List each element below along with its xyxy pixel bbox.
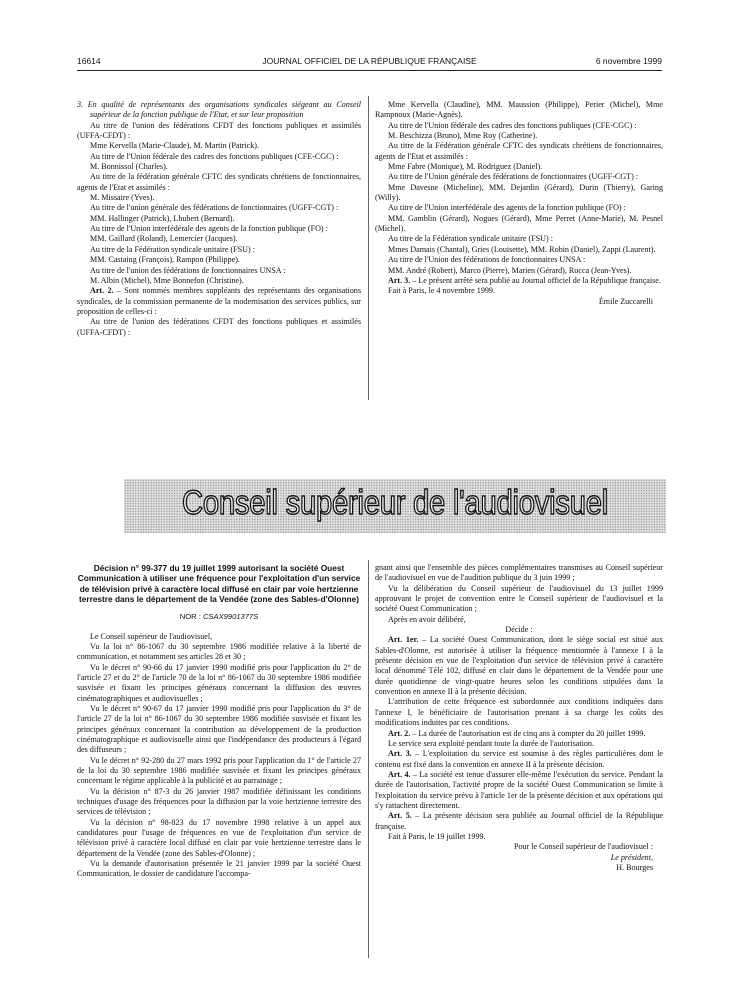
- paragraph: Au titre de l'union des fédérations CFDT des fonctions publiques et assimilés (UFFA-CFDT) :: [77, 317, 361, 337]
- article-label: Art. 1er.: [388, 635, 419, 645]
- article-label: Art. 4.: [388, 769, 411, 779]
- paragraph: Après en avoir délibéré,: [388, 614, 466, 624]
- article-text: – Sont nommés membres suppléants des représentants des organisations syndicales, de la commission permanente de la modernisation des services publics, sur proposition de celles-ci :: [77, 286, 362, 316]
- paragraph: M. Missaire (Yves).: [90, 193, 155, 203]
- paragraph: Fait à Paris, le 4 novembre 1999.: [388, 286, 495, 296]
- paragraph: M. Bonnissol (Charles).: [90, 162, 168, 172]
- paragraph: Vu le décret n° 92-280 du 27 mars 1992 pris pour l'application du 1° de l'article 27 de la loi du 30 septembre 1986 modifiée susvisée et fixant les principes généraux concernant le régime applicable à la publicité et au parrainage ;: [77, 755, 361, 786]
- page-header: [77, 56, 662, 70]
- paragraph: MM. Gaillard (Roland), Lemercier (Jacques).: [90, 234, 238, 244]
- signature: Pour le Conseil supérieur de l'audiovisuel :: [513, 842, 653, 852]
- column-divider-top: [368, 96, 369, 400]
- section-banner: [124, 479, 666, 533]
- banner-title: Conseil supérieur de l'audiovisuel: [182, 484, 608, 522]
- paragraph: Le service sera exploité pendant toute la durée de l'autorisation.: [388, 738, 594, 748]
- paragraph: M. Beschizza (Bruno), Mme Roy (Catherine).: [388, 131, 538, 141]
- paragraph: Au titre de la Fédération syndicale unitaire (FSU) :: [388, 234, 553, 244]
- paragraph: Au titre de l'union des fédérations de fonctionnaires UNSA :: [90, 265, 286, 275]
- article-paragraph: [375, 729, 663, 739]
- paragraph: Vu le décret n° 90-67 du 17 janvier 1990 modifié pris pour l'application du 3° de l'article 27 de la loi n° 86-1067 du 30 septembre 1986 modifiée susvisée et fixant les principes généraux concernant la contribution au développement de la production cinématographique et audiovisuelle ainsi que l'indépendance des producteurs à l'égard des diffuseurs ;: [77, 703, 361, 755]
- paragraph: Au titre de l'Union interfédérale des agents de la fonction publique (FO) :: [90, 224, 328, 234]
- article-label: Art. 5.: [388, 811, 412, 821]
- nor-code: CSAX9901377S: [202, 612, 259, 622]
- paragraph: Au titre de la Fédération générale CFTC des syndicats chrétiens de fonctionnaires, agents de l'Etat et assimilés :: [375, 141, 663, 161]
- article-paragraph: [375, 276, 663, 286]
- journal-title: JOURNAL OFFICIEL DE LA RÉPUBLIQUE FRANÇAISE: [262, 56, 477, 66]
- paragraph: MM. Hallinger (Patrick), Lhubert (Bernard).: [90, 213, 235, 223]
- signature-title: Le président,: [610, 852, 653, 862]
- article-paragraph: [375, 749, 663, 770]
- article-text: – La durée de l'autorisation est de cinq ans à compter du 20 juillet 1999.: [410, 728, 646, 738]
- paragraph: Au titre de l'Union fédérale des cadres des fonctions publiques (CFE-CGC) :: [90, 151, 339, 161]
- paragraph: Le Conseil supérieur de l'audiovisuel,: [90, 631, 213, 641]
- paragraph: Au titre de l'union des fédérations CFDT des fonctions publiques et assimilés (UFFA-CFDT) :: [77, 120, 361, 141]
- section-heading: 3. En qualité de représentants des organisations syndicales siégeant au Conseil supérieur de la fonction publique de l'Etat, et sur leur proposition: [77, 100, 361, 120]
- paragraph: L'attribution de cette fréquence est subordonnée aux conditions indiquées dans l'annexe I, le bénéficiaire de l'autorisation prenant à sa charge les coûts des modifications induites par ces conditions.: [375, 697, 663, 728]
- column-divider-bottom: [368, 560, 369, 958]
- paragraph: Vu la délibération du Conseil supérieur de l'audiovisuel du 13 juillet 1999 approuvant le projet de convention entre le Conseil supérieur de l'audiovisuel et la société Ouest Communication ;: [375, 583, 663, 614]
- paragraph: Au titre de l'union générale des fédérations de fonctionnaires (UGFF-CGT) :: [90, 203, 339, 213]
- page-number: 16614: [77, 56, 101, 66]
- paragraph: Au titre de l'Union générale des fédérations de fonctionnaires (UGFF-CGT) :: [388, 172, 639, 182]
- nor-label: NOR :: [179, 612, 203, 622]
- top-left-column: [77, 100, 361, 338]
- bottom-left-column: [77, 563, 361, 880]
- header-rule: [77, 70, 662, 71]
- paragraph: Mme Davesne (Micheline), MM. Dejardin (Gérard), Durin (Thierry), Garing (Willy).: [375, 182, 663, 203]
- article-label: Art. 3.: [388, 749, 412, 759]
- article-text: – Le présent arrêté sera publié au Journal officiel de la République française.: [410, 275, 661, 285]
- paragraph: Mme Fabre (Monique), M. Rodriguez (Daniel).: [388, 162, 543, 172]
- top-right-column: [375, 100, 663, 307]
- paragraph: MM. Gamblin (Gérard), Nogues (Gérard), Mme Perret (Anne-Marie), M. Pesnel (Michel).: [375, 213, 663, 234]
- paragraph: Au titre de l'Union fédérale des cadres des fonctions publiques (CFE-CGC) :: [388, 120, 637, 130]
- paragraph: Mme Kervella (Claudine), MM. Maussion (Philippe), Perier (Michel), Mme Rampnoux (Marie-Agnès).: [375, 100, 663, 120]
- article-text: – La société Ouest Communication, dont le siège social est situé aux Sables-d'Olonne, est autorisée à utiliser la fréquence mentionnée à l'annexe I à la présente décision en vue de l'exploitation d'un service de télévision privé à caractère local dénommé Télé 102, diffusé en clair dans le département de la Vendée pour une durée quotidienne de vingt-quatre heures selon les conditions stipulées dans la convention en annexe II à la présente décision.: [375, 635, 663, 697]
- paragraph: M. Albin (Michel), Mme Bonnefon (Christine).: [90, 275, 244, 285]
- article-text: – La présente décision sera publiée au Journal officiel de la République française.: [375, 811, 664, 831]
- article-paragraph: [375, 770, 663, 811]
- decide-heading: Décide :: [505, 625, 533, 635]
- paragraph: Vu la décision n° 87-3 du 26 janvier 1987 modifiée définissant les conditions techniques d'usage des fréquences pour la diffusion par la voie hertzienne terrestre des services de télévision ;: [77, 786, 361, 817]
- article-paragraph: [77, 286, 361, 317]
- article-paragraph: [375, 811, 663, 832]
- paragraph: gnant ainsi que l'ensemble des pièces complémentaires transmises au Conseil supérieur de l'audiovisuel en vue de l'audition publique du 3 juin 1999 ;: [375, 563, 663, 583]
- decision-body-left: [77, 632, 361, 880]
- signature: Émile Zuccarelli: [598, 296, 653, 306]
- paragraph: Vu la demande d'autorisation présentée le 21 janvier 1999 par la société Ouest Communication, le dossier de candidature l'accompa-: [77, 859, 361, 879]
- paragraph: Vu la décision n° 98-823 du 17 novembre 1998 relative à un appel aux candidatures pour l'usage de fréquences en vue de l'exploitation d'un service de télévision privé à caractère local diffusé en clair par voie hertzienne terrestre dans le département de la Vendée (zone des Sables-d'Olonne) ;: [77, 817, 361, 858]
- bottom-right-column: [375, 563, 663, 873]
- decision-title: Décision n° 99-377 du 19 juillet 1999 autorisant la société Ouest Communication à utiliser une fréquence pour l'exploitation d'un service de télévision privé à caractère local diffusé en clair par voie hertzienne terrestre dans le département de la Vendée (zone des Sables-d'Olonne): [77, 563, 361, 604]
- paragraph: Vu le décret n° 90-66 du 17 janvier 1990 modifié pris pour l'application du 2° de l'article 27 et du 2° de l'article 70 de la loi n° 86-1067 du 30 septembre 1986 modifiée susvisée et fixant les principes généraux concernant la diffusion des œuvres cinématographiques et audiovisuelles ;: [77, 662, 361, 703]
- article-label: Art. 2.: [388, 728, 411, 738]
- article-paragraph: [375, 635, 663, 697]
- paragraph: Au titre de l'Union des fédérations de fonctionnaires UNSA :: [388, 255, 586, 265]
- paragraph: Fait à Paris, le 19 juillet 1999.: [388, 831, 486, 841]
- paragraph: Mmes Damais (Chantal), Gries (Louisette), MM. Robin (Daniel), Zappi (Laurent).: [388, 244, 656, 254]
- article-text: – L'exploitation du service est soumise à des règles particulières dont le contenu est fixé dans la convention en annexe II à la présente décision.: [375, 749, 663, 769]
- paragraph: MM. Castaing (François), Rampon (Philippe).: [90, 255, 240, 265]
- article-text: – La société est tenue d'assurer elle-même l'exécution du service. Pendant la durée de l'autorisation, l'activité propre de la société Ouest Communication se limite à l'exploitation du service prévu à l'article 1er de la présente décision et aux opérations qui s'y rattachent directement.: [375, 769, 663, 810]
- paragraph: Mme Kervella (Marie-Claude), M. Martin (Patrick).: [90, 141, 260, 151]
- article-label: Art. 3.: [388, 275, 411, 285]
- article-label: Art. 2.: [90, 286, 114, 296]
- paragraph: Vu la loi n° 86-1067 du 30 septembre 1986 modifiée relative à la liberté de communication, et notamment ses articles 28 et 30 ;: [77, 641, 361, 662]
- paragraph: Au titre de l'Union interfédérale des agents de la fonction publique (FO) :: [388, 203, 626, 213]
- issue-date: 6 novembre 1999: [595, 56, 662, 66]
- paragraph: Au titre de la Fédération syndicale unitaire (FSU) :: [90, 244, 255, 254]
- signature: H. Bourges: [616, 862, 653, 872]
- nor-line: [77, 612, 361, 622]
- paragraph: MM. André (Robert), Marco (Pierre), Marien (Gérard), Rocca (Jean-Yves).: [388, 265, 632, 275]
- paragraph: Au titre de la fédération générale CFTC des syndicats chrétiens de fonctionnaires, agents de l'Etat et assimilés :: [77, 172, 361, 192]
